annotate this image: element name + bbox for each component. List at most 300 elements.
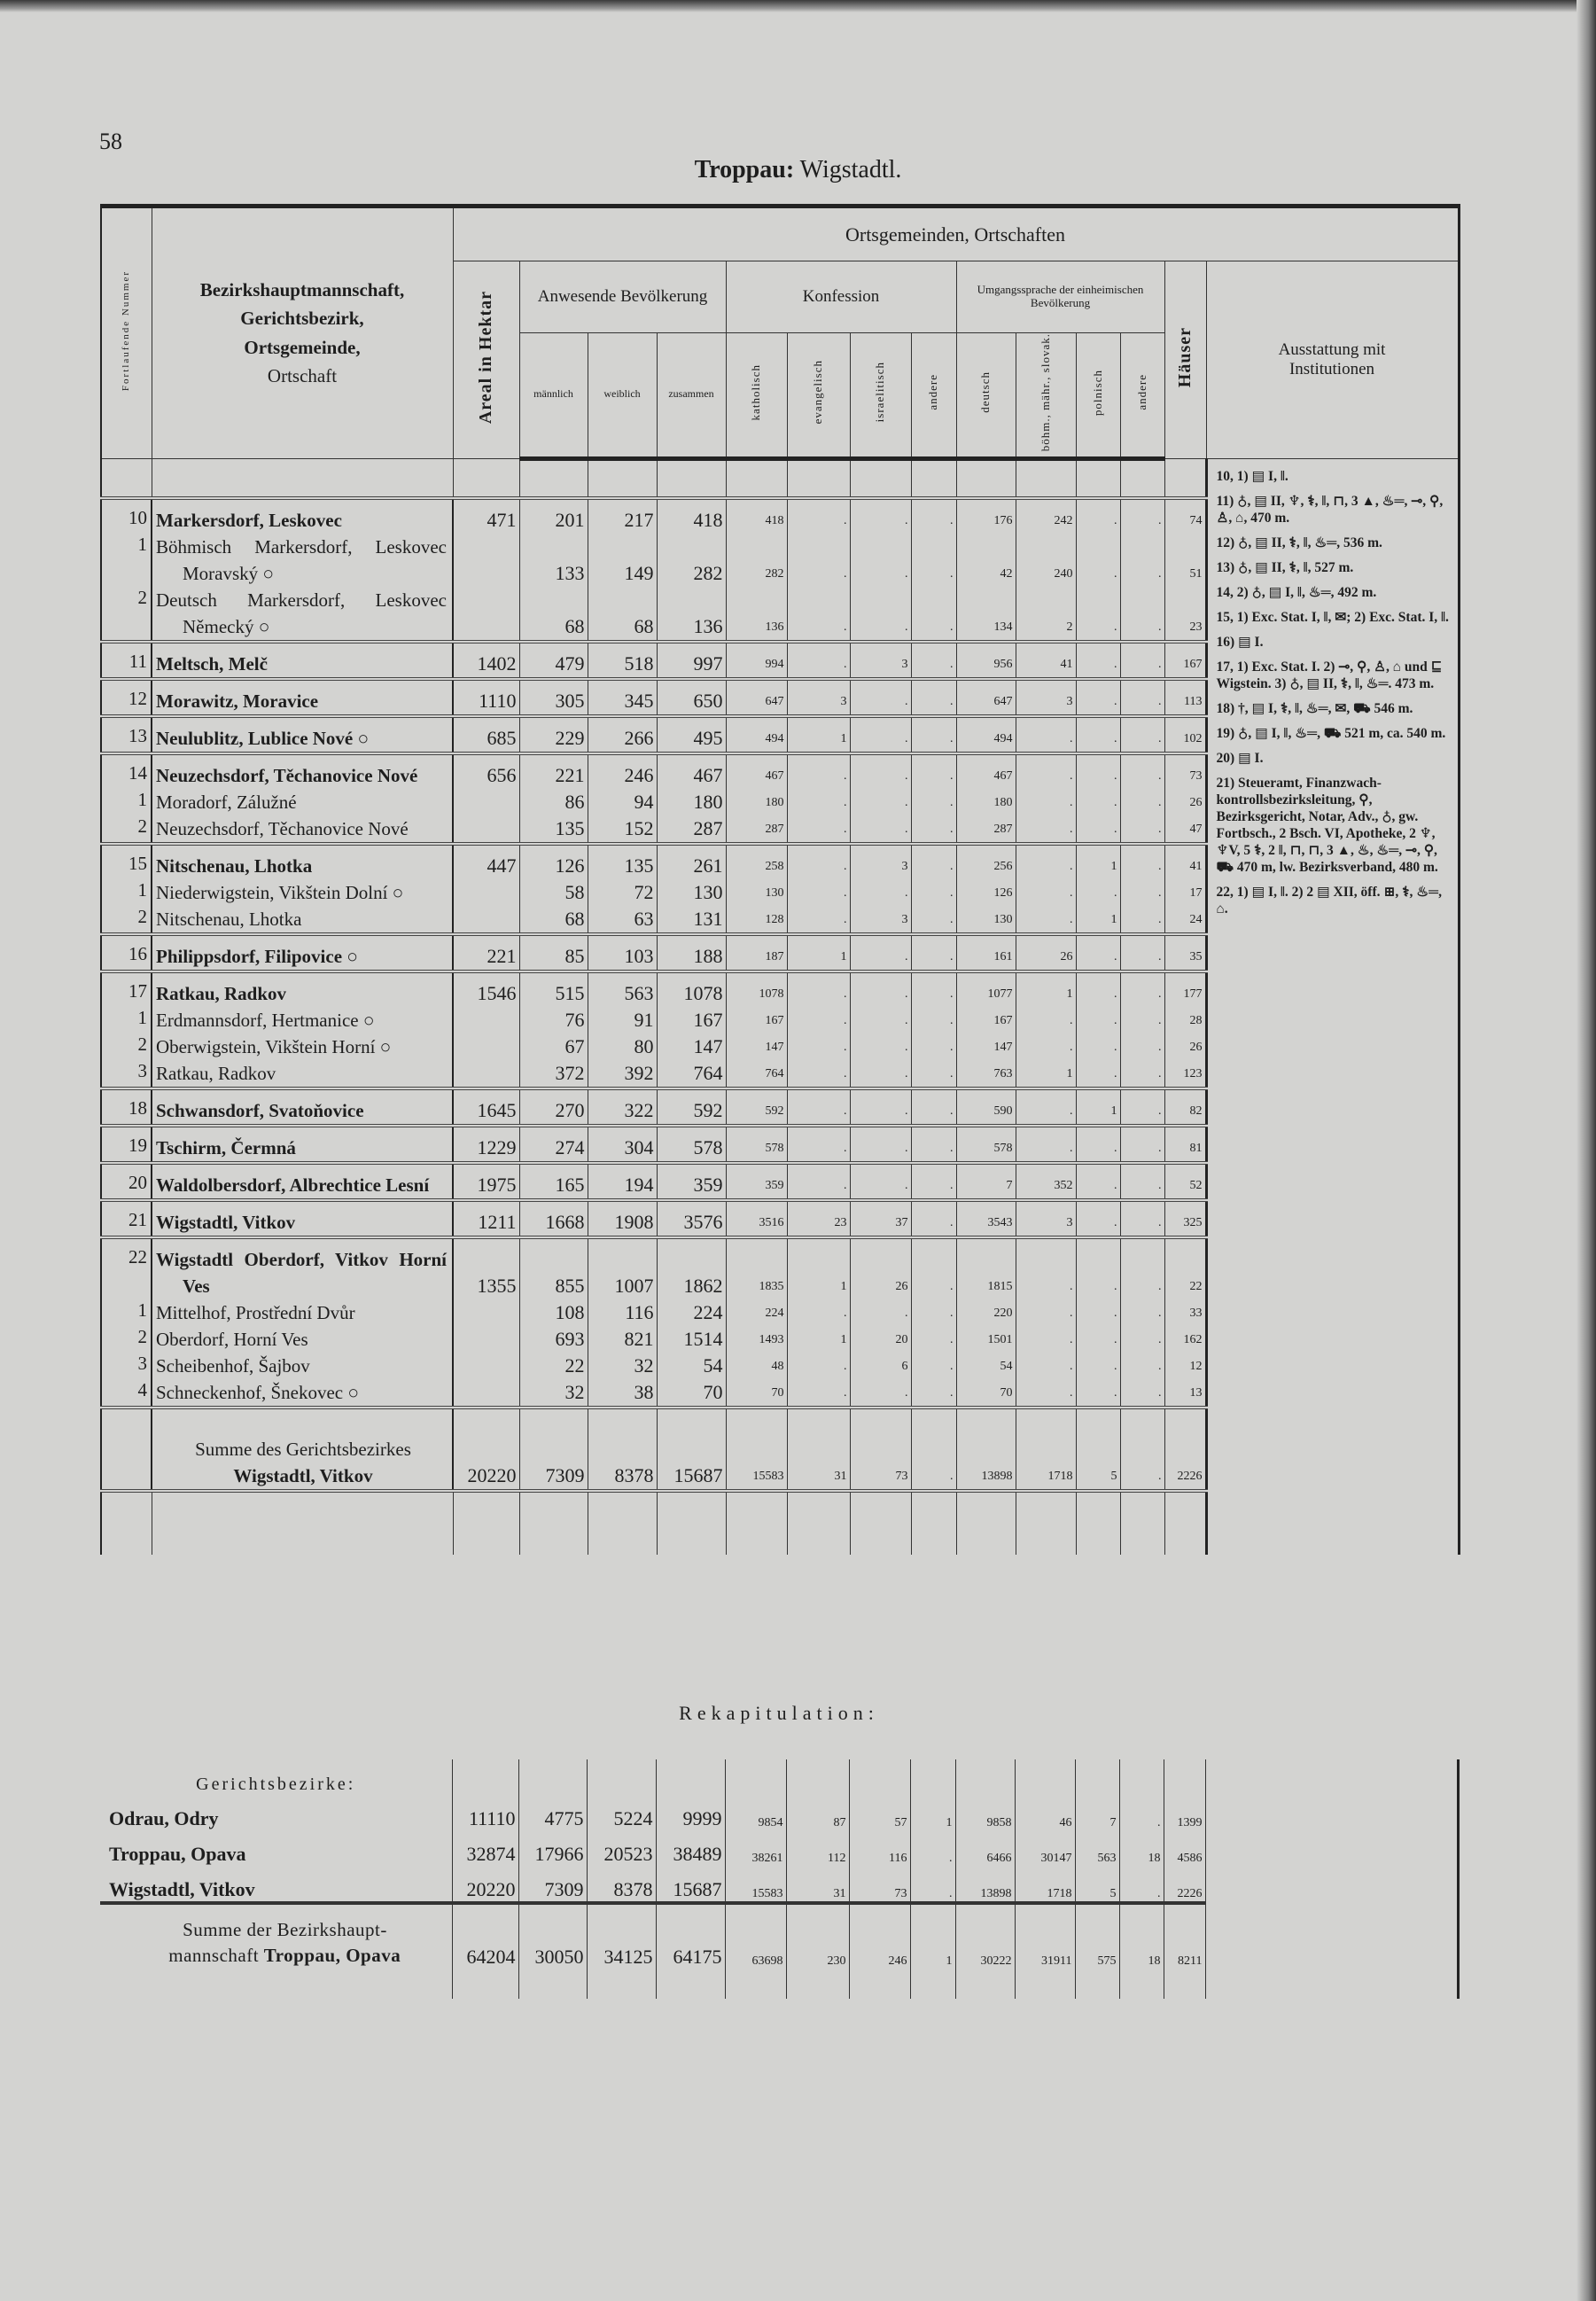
empty-cell xyxy=(911,1491,956,1555)
empty-cell xyxy=(850,458,911,498)
subheader-7 xyxy=(956,333,1016,459)
value-cell: 1 xyxy=(787,934,850,971)
scan-edge-right xyxy=(1577,0,1596,2301)
value-cell: 287 xyxy=(726,815,787,844)
value-cell: . xyxy=(911,1126,956,1163)
value-cell: 167 xyxy=(956,1007,1016,1034)
value-cell: 1402 xyxy=(453,642,519,679)
value-cell: . xyxy=(911,1088,956,1126)
row-number: 12 xyxy=(101,679,152,716)
value-cell: . xyxy=(1076,815,1120,844)
value-cell: 70 xyxy=(956,1379,1016,1408)
empty-cell xyxy=(587,1969,656,1999)
value-cell: . xyxy=(850,753,911,789)
value-cell: 578 xyxy=(657,1126,726,1163)
value-cell: . xyxy=(1016,879,1076,906)
value-cell: 76 xyxy=(519,1007,588,1034)
institution-note: 17, 1) Exc. Stat. I. 2) ⊸, ⚲, ♙, ⌂ und ⊑ Wigstein. 3) ♁, ▤ II, ⚕, ǁ, ♨═. 473 m. xyxy=(1216,659,1443,691)
value-cell: 52 xyxy=(1164,1163,1206,1200)
value-cell: 130 xyxy=(657,879,726,906)
empty-cell xyxy=(587,1903,656,1912)
row-number: 14 xyxy=(101,753,152,789)
header-areal: Areal in Hektar xyxy=(453,261,519,459)
value-cell xyxy=(453,1060,519,1088)
value-cell: 28 xyxy=(1164,1007,1206,1034)
empty-cell xyxy=(519,1491,588,1555)
value-cell: 3 xyxy=(850,844,911,879)
place-name: Markersdorf, Leskovec xyxy=(152,498,453,534)
header-haeuser: Häuser xyxy=(1164,261,1206,459)
value-cell: 656 xyxy=(453,753,519,789)
row-number: 4 xyxy=(101,1379,152,1408)
value-cell: 494 xyxy=(726,716,787,753)
value-cell: 23 xyxy=(787,1200,850,1237)
scan-edge-top xyxy=(0,0,1596,12)
value-cell: 997 xyxy=(657,642,726,679)
value-cell: . xyxy=(911,1326,956,1353)
value-cell: 34125 xyxy=(587,1912,656,1969)
value-cell: . xyxy=(1016,1237,1076,1299)
value-cell: 9999 xyxy=(656,1795,725,1830)
value-cell: 763 xyxy=(956,1060,1016,1088)
value-cell: . xyxy=(911,534,956,587)
value-cell: 94 xyxy=(588,789,657,815)
row-number: 1 xyxy=(101,1007,152,1034)
value-cell: 1 xyxy=(1016,971,1076,1007)
value-cell: 135 xyxy=(519,815,588,844)
empty-cell xyxy=(152,1491,453,1555)
empty-cell xyxy=(1164,1969,1205,1999)
value-cell: 180 xyxy=(956,789,1016,815)
value-cell: 102 xyxy=(1164,716,1206,753)
value-cell: . xyxy=(787,1007,850,1034)
value-cell: 764 xyxy=(726,1060,787,1088)
value-cell: . xyxy=(1076,534,1120,587)
value-cell: 5 xyxy=(1076,1408,1120,1491)
subheader-label: israelitisch xyxy=(873,362,887,423)
value-cell: . xyxy=(1120,879,1164,906)
place-name: Neulublitz, Lublice Nové ○ xyxy=(152,716,453,753)
value-cell: . xyxy=(1120,1163,1164,1200)
value-cell xyxy=(453,1379,519,1408)
value-cell: 91 xyxy=(588,1007,657,1034)
value-cell: 1211 xyxy=(453,1200,519,1237)
header-name-line: Ortschaft xyxy=(267,365,338,387)
value-cell: 15687 xyxy=(656,1866,725,1903)
value-cell: 1862 xyxy=(657,1237,726,1299)
value-cell: . xyxy=(1120,906,1164,934)
value-cell: . xyxy=(787,1299,850,1326)
empty-cell xyxy=(1164,1491,1206,1555)
value-cell: 73 xyxy=(850,1408,911,1491)
value-cell: . xyxy=(1076,1163,1120,1200)
value-cell xyxy=(453,1353,519,1379)
subheader-label: böhm., mähr., slovak. xyxy=(1038,333,1052,452)
value-cell: . xyxy=(911,879,956,906)
value-cell: . xyxy=(1076,934,1120,971)
value-cell: 345 xyxy=(588,679,657,716)
institution-note: 20) ▤ I. xyxy=(1216,750,1264,766)
recap-table xyxy=(100,1759,1460,1999)
header-name-line: Ortsgemeinde, xyxy=(244,336,361,358)
value-cell: . xyxy=(1076,1007,1120,1034)
value-cell: 134 xyxy=(956,587,1016,642)
value-cell: 246 xyxy=(588,753,657,789)
empty-cell xyxy=(955,1903,1015,1912)
value-cell: 647 xyxy=(956,679,1016,716)
value-cell: 1975 xyxy=(453,1163,519,1200)
value-cell: 1 xyxy=(1076,844,1120,879)
empty-cell xyxy=(1015,1759,1075,1795)
value-cell: 1355 xyxy=(453,1237,519,1299)
value-cell: 165 xyxy=(519,1163,588,1200)
recap-row xyxy=(100,1969,1458,1999)
empty-cell xyxy=(850,1491,911,1555)
value-cell: 220 xyxy=(956,1299,1016,1326)
value-cell: 7309 xyxy=(518,1866,587,1903)
value-cell: 64175 xyxy=(656,1912,725,1969)
empty-cell xyxy=(725,1759,786,1795)
value-cell: 13 xyxy=(1164,1379,1206,1408)
value-cell: . xyxy=(1076,587,1120,642)
value-cell: 495 xyxy=(657,716,726,753)
empty-cell xyxy=(1015,1969,1075,1999)
empty-cell xyxy=(1205,1866,1458,1903)
row-number: 15 xyxy=(101,844,152,879)
row-number: 22 xyxy=(101,1237,152,1299)
value-cell: 176 xyxy=(956,498,1016,534)
empty-cell xyxy=(1164,458,1206,498)
value-cell: . xyxy=(787,498,850,534)
value-cell: . xyxy=(787,879,850,906)
value-cell: 136 xyxy=(657,587,726,642)
value-cell: 1 xyxy=(1016,1060,1076,1088)
value-cell: . xyxy=(911,1200,956,1237)
place-name: Morawitz, Moravice xyxy=(152,679,453,716)
recap-row xyxy=(100,1830,1458,1866)
value-cell: . xyxy=(1120,587,1164,642)
value-cell: 855 xyxy=(519,1237,588,1299)
value-cell: . xyxy=(787,753,850,789)
value-cell: 471 xyxy=(453,498,519,534)
empty-cell xyxy=(587,1759,656,1795)
value-cell: 22 xyxy=(519,1353,588,1379)
value-cell: . xyxy=(1016,906,1076,934)
value-cell: 305 xyxy=(519,679,588,716)
value-cell: . xyxy=(1120,1200,1164,1237)
value-cell: 30050 xyxy=(518,1912,587,1969)
value-cell: . xyxy=(1076,1299,1120,1326)
institution-note: 10, 1) ▤ I, ǁ. xyxy=(1216,468,1288,484)
value-cell: 7309 xyxy=(519,1408,588,1491)
value-cell: . xyxy=(1076,879,1120,906)
header-bevoelkerung: Anwesende Bevölkerung xyxy=(519,261,726,333)
empty-cell xyxy=(100,1969,452,1999)
value-cell: 80 xyxy=(588,1034,657,1060)
value-cell: 38 xyxy=(588,1379,657,1408)
value-cell: 113 xyxy=(1164,679,1206,716)
value-cell: . xyxy=(850,879,911,906)
value-cell: . xyxy=(1120,1126,1164,1163)
value-cell: 32 xyxy=(519,1379,588,1408)
value-cell: 1493 xyxy=(726,1326,787,1353)
value-cell: 1 xyxy=(910,1912,955,1969)
institution-note: 16) ▤ I. xyxy=(1216,634,1264,650)
place-name: Neuzechsdorf, Těchanovice Nové xyxy=(152,815,453,844)
value-cell: 1 xyxy=(1076,1088,1120,1126)
institution-note: 13) ♁, ▤ II, ⚕, ǁ, 527 m. xyxy=(1216,559,1354,575)
value-cell: 26 xyxy=(1016,934,1076,971)
value-cell: 1 xyxy=(787,1237,850,1299)
value-cell: 57 xyxy=(849,1795,910,1830)
subheader-3 xyxy=(726,333,787,459)
value-cell: . xyxy=(850,815,911,844)
value-cell: 18 xyxy=(1119,1830,1164,1866)
value-cell: 47 xyxy=(1164,815,1206,844)
empty-cell xyxy=(1119,1759,1164,1795)
value-cell: . xyxy=(1120,498,1164,534)
value-cell: 3 xyxy=(1016,1200,1076,1237)
value-cell: 221 xyxy=(519,753,588,789)
value-cell: 22 xyxy=(1164,1237,1206,1299)
value-cell: . xyxy=(850,1088,911,1126)
place-name: Schneckenhof, Šnekovec ○ xyxy=(152,1379,453,1408)
value-cell: 133 xyxy=(519,534,588,587)
empty-cell xyxy=(725,1969,786,1999)
value-cell: . xyxy=(1120,1408,1164,1491)
value-cell: . xyxy=(787,789,850,815)
recap-district: Odrau, Odry xyxy=(109,1807,219,1829)
empty-cell xyxy=(786,1969,849,1999)
subheader-10 xyxy=(1120,333,1164,459)
value-cell: 1908 xyxy=(588,1200,657,1237)
value-cell: . xyxy=(1016,716,1076,753)
place-name: Waldolbersdorf, Albrechtice Lesní xyxy=(152,1163,453,1200)
value-cell: . xyxy=(1016,1326,1076,1353)
row-number: 3 xyxy=(101,1060,152,1088)
recap-district: Wigstadtl, Vitkov xyxy=(109,1878,255,1900)
row-number: 3 xyxy=(101,1353,152,1379)
value-cell: 26 xyxy=(1164,789,1206,815)
value-cell xyxy=(453,587,519,642)
value-cell: 26 xyxy=(1164,1034,1206,1060)
value-cell: 167 xyxy=(1164,642,1206,679)
value-cell: . xyxy=(1120,1088,1164,1126)
place-name: Oberdorf, Horní Ves xyxy=(152,1326,453,1353)
ausstattung-column xyxy=(1206,458,1459,1555)
recap-district: Troppau, Opava xyxy=(109,1843,246,1865)
value-cell xyxy=(453,789,519,815)
value-cell: . xyxy=(1120,1353,1164,1379)
value-cell: 24 xyxy=(1164,906,1206,934)
empty-cell xyxy=(786,1903,849,1912)
value-cell: . xyxy=(1119,1866,1164,1903)
value-cell: . xyxy=(911,1379,956,1408)
value-cell: 17966 xyxy=(518,1830,587,1866)
value-cell: . xyxy=(1016,789,1076,815)
empty-cell xyxy=(518,1903,587,1912)
value-cell: 11110 xyxy=(452,1795,518,1830)
empty-cell xyxy=(656,1903,725,1912)
institution-note: 22, 1) ▤ I, ǁ. 2) 2 ▤ XII, öff. ⊞, ⚕, ♨═, ⌂. xyxy=(1216,884,1443,916)
value-cell: 1399 xyxy=(1164,1795,1205,1830)
value-cell: 1546 xyxy=(453,971,519,1007)
value-cell: . xyxy=(850,498,911,534)
value-cell: 515 xyxy=(519,971,588,1007)
value-cell: 48 xyxy=(726,1353,787,1379)
empty-cell xyxy=(955,1969,1015,1999)
value-cell: 217 xyxy=(588,498,657,534)
empty-cell xyxy=(452,1759,518,1795)
value-cell: 73 xyxy=(849,1866,910,1903)
value-cell: . xyxy=(787,1353,850,1379)
value-cell: . xyxy=(1120,789,1164,815)
value-cell xyxy=(453,1326,519,1353)
value-cell: . xyxy=(850,716,911,753)
value-cell: 274 xyxy=(519,1126,588,1163)
empty-cell xyxy=(910,1903,955,1912)
value-cell: . xyxy=(911,642,956,679)
row-number: 20 xyxy=(101,1163,152,1200)
value-cell: . xyxy=(911,1060,956,1088)
value-cell: . xyxy=(911,1034,956,1060)
value-cell: 15583 xyxy=(725,1866,786,1903)
recap-total-label xyxy=(100,1912,452,1969)
value-cell: 359 xyxy=(726,1163,787,1200)
empty-cell xyxy=(1205,1969,1458,1999)
value-cell: 518 xyxy=(588,642,657,679)
value-cell: . xyxy=(1076,1034,1120,1060)
empty-cell xyxy=(1119,1903,1164,1912)
value-cell: 68 xyxy=(519,587,588,642)
empty-cell xyxy=(100,1903,452,1912)
value-cell: . xyxy=(1120,642,1164,679)
place-name: Oberwigstein, Vikštein Horní ○ xyxy=(152,1034,453,1060)
value-cell: . xyxy=(1076,716,1120,753)
empty-cell xyxy=(657,1491,726,1555)
value-cell: . xyxy=(911,1163,956,1200)
value-cell xyxy=(453,1007,519,1034)
value-cell: 224 xyxy=(726,1299,787,1326)
value-cell: . xyxy=(1016,1353,1076,1379)
value-cell: 1 xyxy=(787,1326,850,1353)
value-cell: 956 xyxy=(956,642,1016,679)
value-cell: . xyxy=(910,1830,955,1866)
value-cell: . xyxy=(850,1034,911,1060)
place-name: Meltsch, Melč xyxy=(152,642,453,679)
value-cell: 1645 xyxy=(453,1088,519,1126)
value-cell: 1718 xyxy=(1016,1408,1076,1491)
value-cell: 1 xyxy=(910,1795,955,1830)
value-cell: . xyxy=(911,934,956,971)
value-cell: 128 xyxy=(726,906,787,934)
value-cell: . xyxy=(1076,753,1120,789)
value-cell: . xyxy=(1016,1379,1076,1408)
row-number: 2 xyxy=(101,906,152,934)
value-cell: 821 xyxy=(588,1326,657,1353)
institution-note: 15, 1) Exc. Stat. I, ǁ, ✉; 2) Exc. Stat. I, ǁ. xyxy=(1216,609,1449,625)
value-cell: 447 xyxy=(453,844,519,879)
value-cell: 86 xyxy=(519,789,588,815)
recap-separator xyxy=(100,1903,1458,1912)
value-cell: 180 xyxy=(726,789,787,815)
value-cell: 20220 xyxy=(452,1866,518,1903)
value-cell: . xyxy=(911,789,956,815)
value-cell: . xyxy=(1120,679,1164,716)
value-cell: 764 xyxy=(657,1060,726,1088)
empty-cell xyxy=(911,458,956,498)
page-number: 58 xyxy=(99,129,122,154)
value-cell: 108 xyxy=(519,1299,588,1326)
value-cell: . xyxy=(787,1034,850,1060)
value-cell: 230 xyxy=(786,1912,849,1969)
sum-label xyxy=(152,1408,453,1491)
institution-note: 18) †, ▤ I, ⚕, ǁ, ♨═, ✉, ⛟ 546 m. xyxy=(1216,700,1413,716)
empty-cell xyxy=(1076,1491,1120,1555)
empty-cell xyxy=(1120,458,1164,498)
empty-cell xyxy=(1075,1903,1119,1912)
institution-note: 21) Steueramt, Finanzwachkontrollsbezirksleitung, ⚲, Bezirksgericht, Notar, Adv., ♁, gw. Fortbsch., 2 Bsch. VI, Apotheke, 2 ♆, ♆V, 5 ⚕, 2 ǁ, ⊓, ⊓, 3 ▲, ♨, ♨═, ⊸, ⚲, ⛟ 470 m, lw. Bezirksverband, 480 m. xyxy=(1216,775,1438,875)
value-cell: 32 xyxy=(588,1353,657,1379)
value-cell: 20523 xyxy=(587,1830,656,1866)
row-number: 2 xyxy=(101,1034,152,1060)
empty-cell xyxy=(588,1491,657,1555)
value-cell: 246 xyxy=(849,1912,910,1969)
empty-cell xyxy=(101,1408,152,1491)
empty-cell xyxy=(1205,1795,1458,1830)
value-cell: 67 xyxy=(519,1034,588,1060)
value-cell: 64204 xyxy=(452,1912,518,1969)
value-cell: . xyxy=(1016,1126,1076,1163)
value-cell: . xyxy=(787,971,850,1007)
value-cell: . xyxy=(850,1299,911,1326)
value-cell: 147 xyxy=(726,1034,787,1060)
value-cell: 152 xyxy=(588,815,657,844)
value-cell: 5 xyxy=(1075,1866,1119,1903)
value-cell: 467 xyxy=(956,753,1016,789)
value-cell: 70 xyxy=(726,1379,787,1408)
value-cell xyxy=(453,1034,519,1060)
value-cell: . xyxy=(850,679,911,716)
value-cell: 5224 xyxy=(587,1795,656,1830)
value-cell: 26 xyxy=(850,1237,911,1299)
row-number: 19 xyxy=(101,1126,152,1163)
sum-label-text: Summe des Gerichtsbezirkes xyxy=(195,1438,411,1460)
value-cell: 224 xyxy=(657,1299,726,1326)
empty-cell xyxy=(910,1759,955,1795)
empty-cell xyxy=(1076,458,1120,498)
value-cell: 12 xyxy=(1164,1353,1206,1379)
value-cell: 418 xyxy=(657,498,726,534)
value-cell: 650 xyxy=(657,679,726,716)
empty-cell xyxy=(786,1759,849,1795)
place-name: Wigstadtl Oberdorf, Vitkov Horní Ves xyxy=(152,1237,453,1299)
value-cell: . xyxy=(1076,1237,1120,1299)
value-cell: . xyxy=(850,971,911,1007)
value-cell: . xyxy=(1076,1126,1120,1163)
value-cell: . xyxy=(1120,1034,1164,1060)
value-cell: . xyxy=(1120,971,1164,1007)
value-cell: . xyxy=(787,642,850,679)
subheader-label: katholisch xyxy=(749,363,763,421)
value-cell: 167 xyxy=(726,1007,787,1034)
value-cell: . xyxy=(850,934,911,971)
row-number: 11 xyxy=(101,642,152,679)
value-cell: 161 xyxy=(956,934,1016,971)
row-number: 18 xyxy=(101,1088,152,1126)
subheader-2: zusammen xyxy=(657,333,726,459)
value-cell: . xyxy=(787,1379,850,1408)
